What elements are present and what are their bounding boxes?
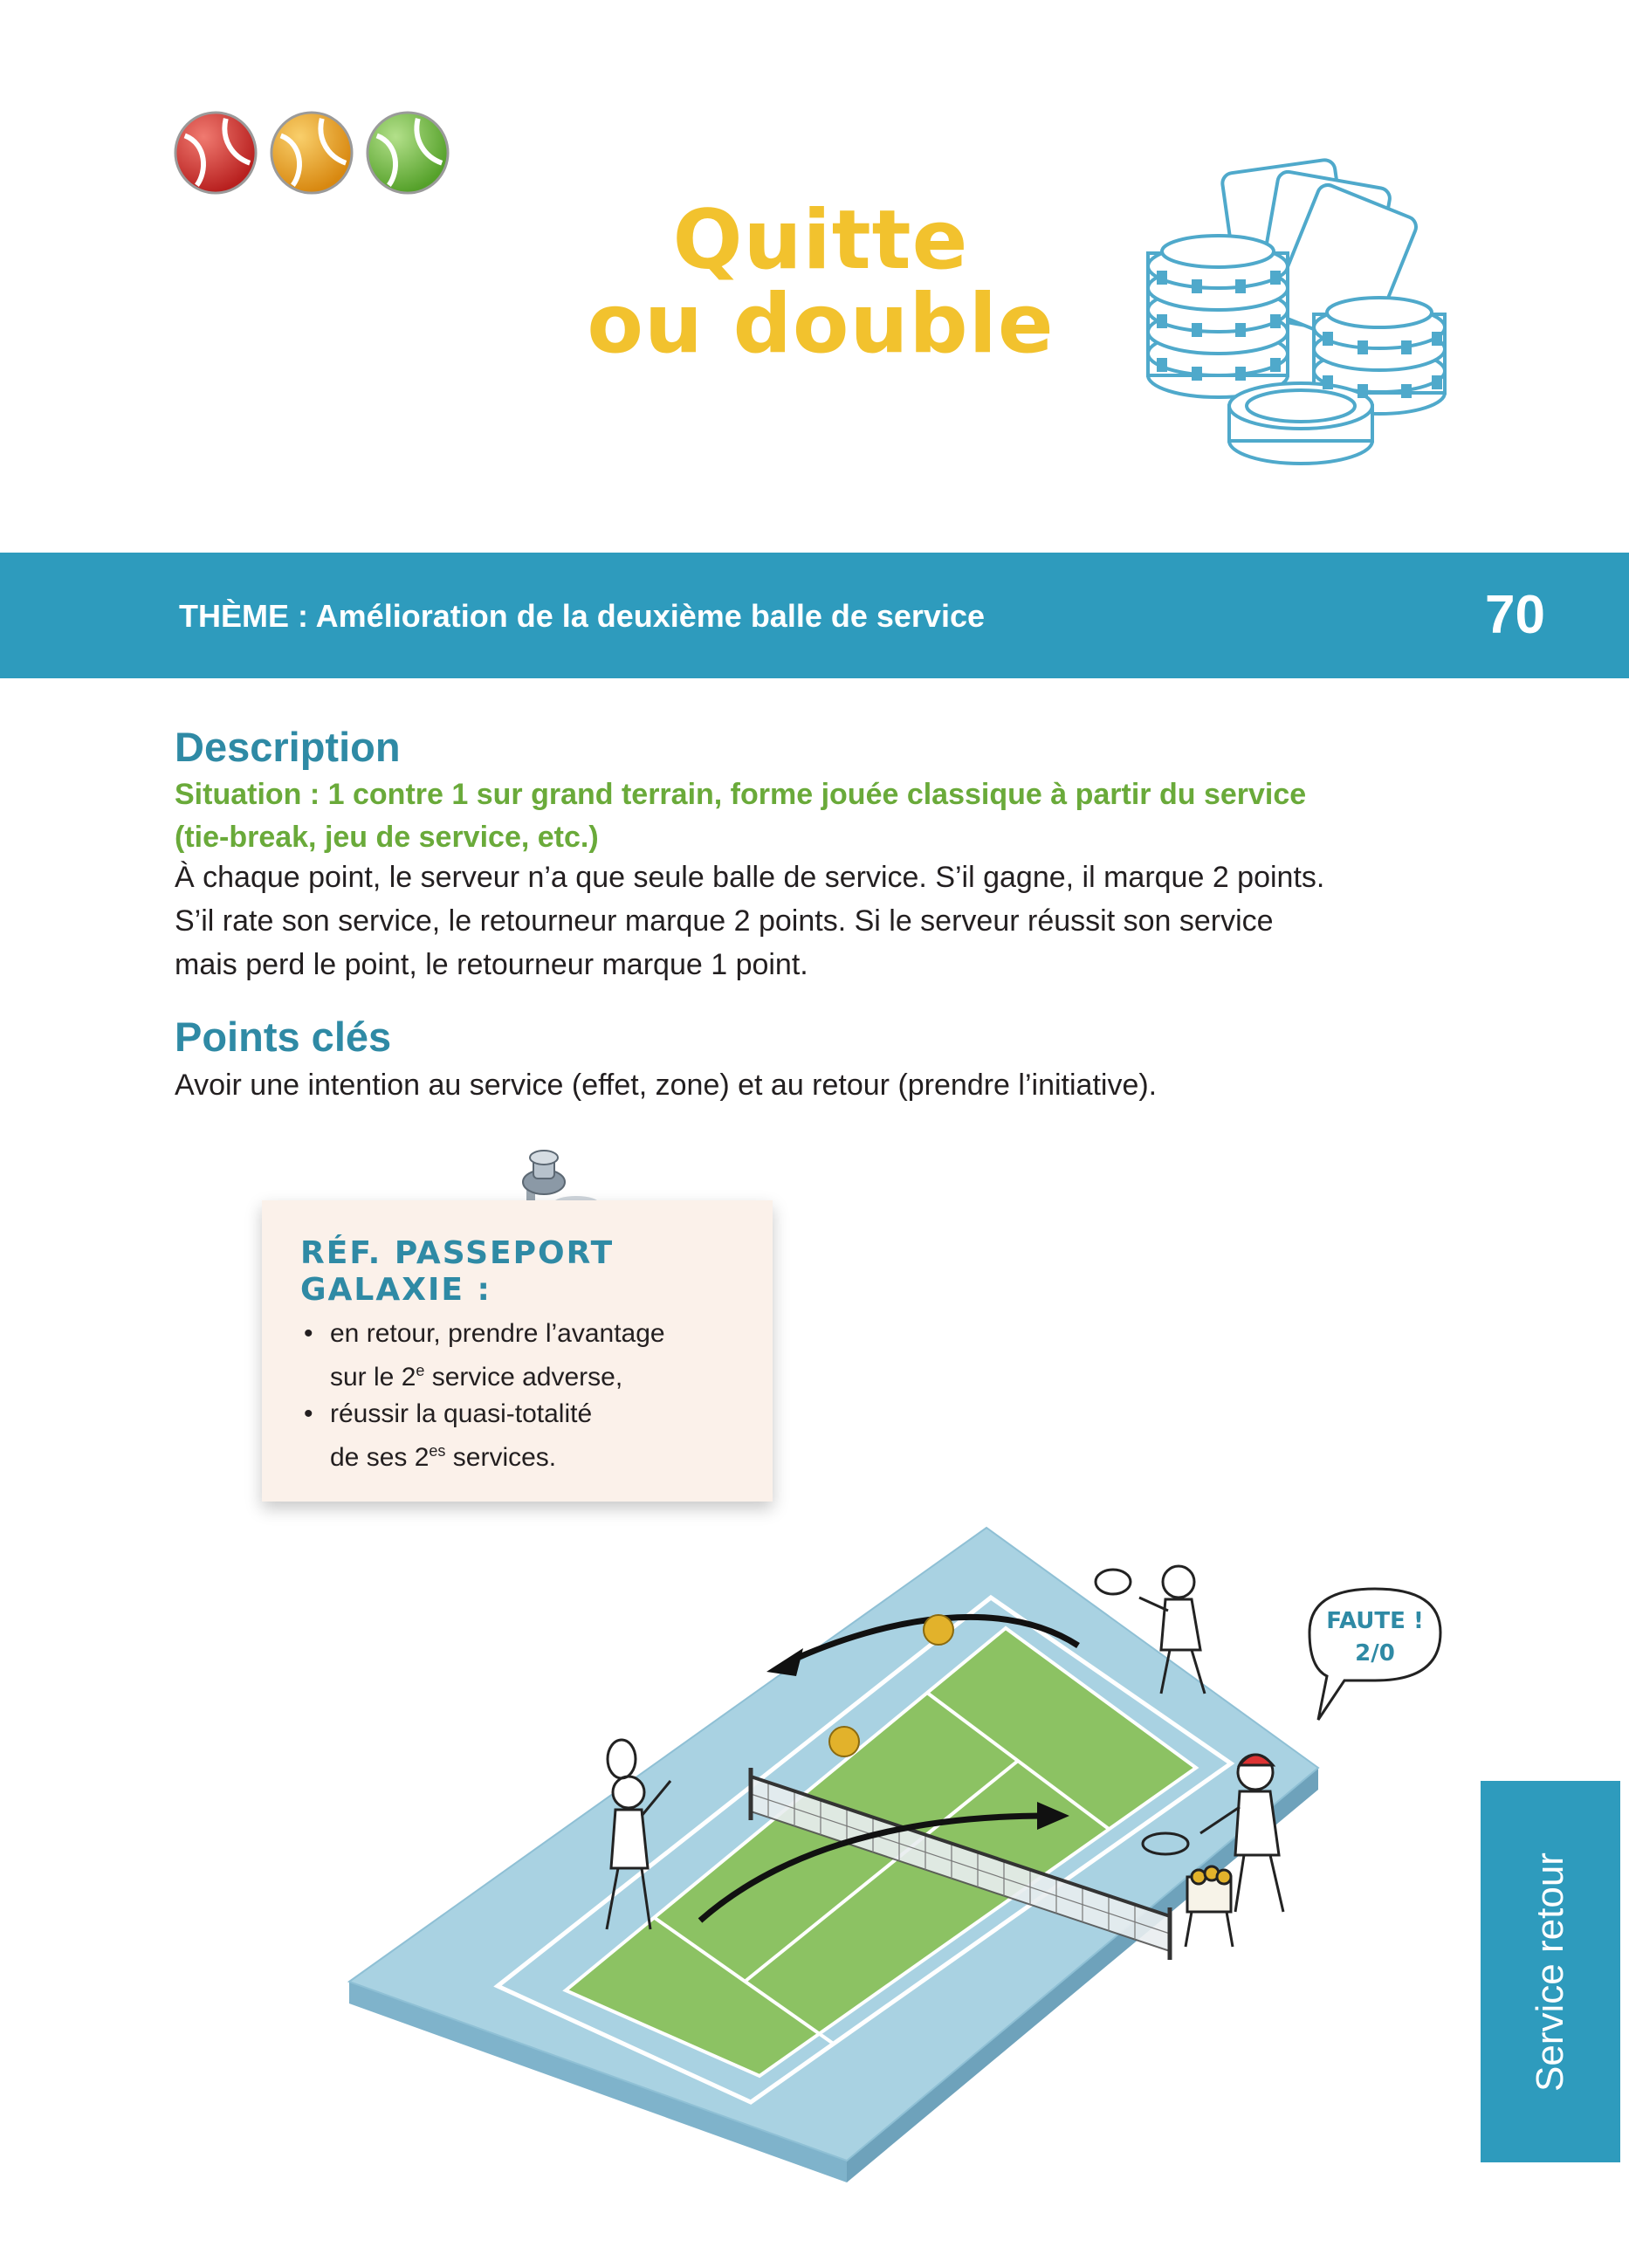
note-item-1-line-2-end: service adverse, — [424, 1363, 623, 1392]
note-title — [300, 1235, 614, 1309]
red-ball-icon — [173, 110, 258, 196]
note-item-2-sup: es — [429, 1442, 446, 1460]
orange-ball-icon — [269, 110, 354, 196]
note-list — [304, 1316, 665, 1476]
note-item-2-line-2: de ses 2 — [330, 1443, 430, 1472]
note-item-2-line-1: réussir la quasi-totalité — [330, 1399, 593, 1428]
description-heading: Description — [175, 724, 401, 770]
tennis-court-illustration — [340, 1519, 1484, 2182]
note-title-line-1: RÉF. PASSEPORT — [300, 1235, 615, 1271]
points-cles-text: Avoir une intention au service (effet, zone) et au retour (prendre l’initiative). — [175, 1069, 1158, 1102]
title-line-1: Quitte — [672, 193, 969, 288]
points-cles-heading: Points clés — [175, 1014, 392, 1060]
note-title-line-2: GALAXIE : — [300, 1272, 491, 1308]
title-line-2: ou double — [587, 277, 1055, 372]
note-item-2 — [304, 1396, 665, 1476]
note-item-1-line-2: sur le 2 — [330, 1363, 416, 1392]
bubble-line-2: 2/0 — [1355, 1640, 1395, 1667]
description-line-1: À chaque point, le serveur n’a que seule balle de service. S’il gagne, il marque 2 points. — [175, 861, 1325, 894]
side-tab-label: Service retour — [1529, 1852, 1571, 2092]
theme-text: Amélioration de la deuxième balle de service — [315, 598, 985, 634]
theme-line — [179, 598, 985, 635]
bubble-line-1: FAUTE ! — [1326, 1608, 1424, 1634]
note-item-1 — [304, 1316, 665, 1396]
theme-label: THÈME : — [179, 598, 308, 634]
description-line-3: mais perd le point, le retourneur marque 1 point. — [175, 948, 808, 981]
poker-chips-icon — [1139, 157, 1462, 471]
situation-line-1: Situation : 1 contre 1 sur grand terrain, forme jouée classique à partir du service — [175, 778, 1307, 811]
note-item-1-line-1: en retour, prendre l’avantage — [330, 1319, 665, 1348]
note-item-2-line-2-end: services. — [445, 1443, 557, 1472]
passeport-galaxie-note — [262, 1200, 773, 1502]
page-title — [489, 193, 1152, 372]
description-line-2: S’il rate son service, le retourneur marque 2 points. Si le serveur réussit son service — [175, 904, 1274, 938]
green-ball-icon — [365, 110, 450, 196]
situation-line-2: (tie-break, jeu de service, etc.) — [175, 821, 599, 854]
note-item-1-sup: e — [416, 1362, 425, 1379]
side-tab — [1481, 1781, 1620, 2162]
speech-bubble — [1309, 1589, 1440, 1720]
theme-banner — [0, 553, 1629, 678]
card-number: 70 — [1485, 585, 1545, 645]
